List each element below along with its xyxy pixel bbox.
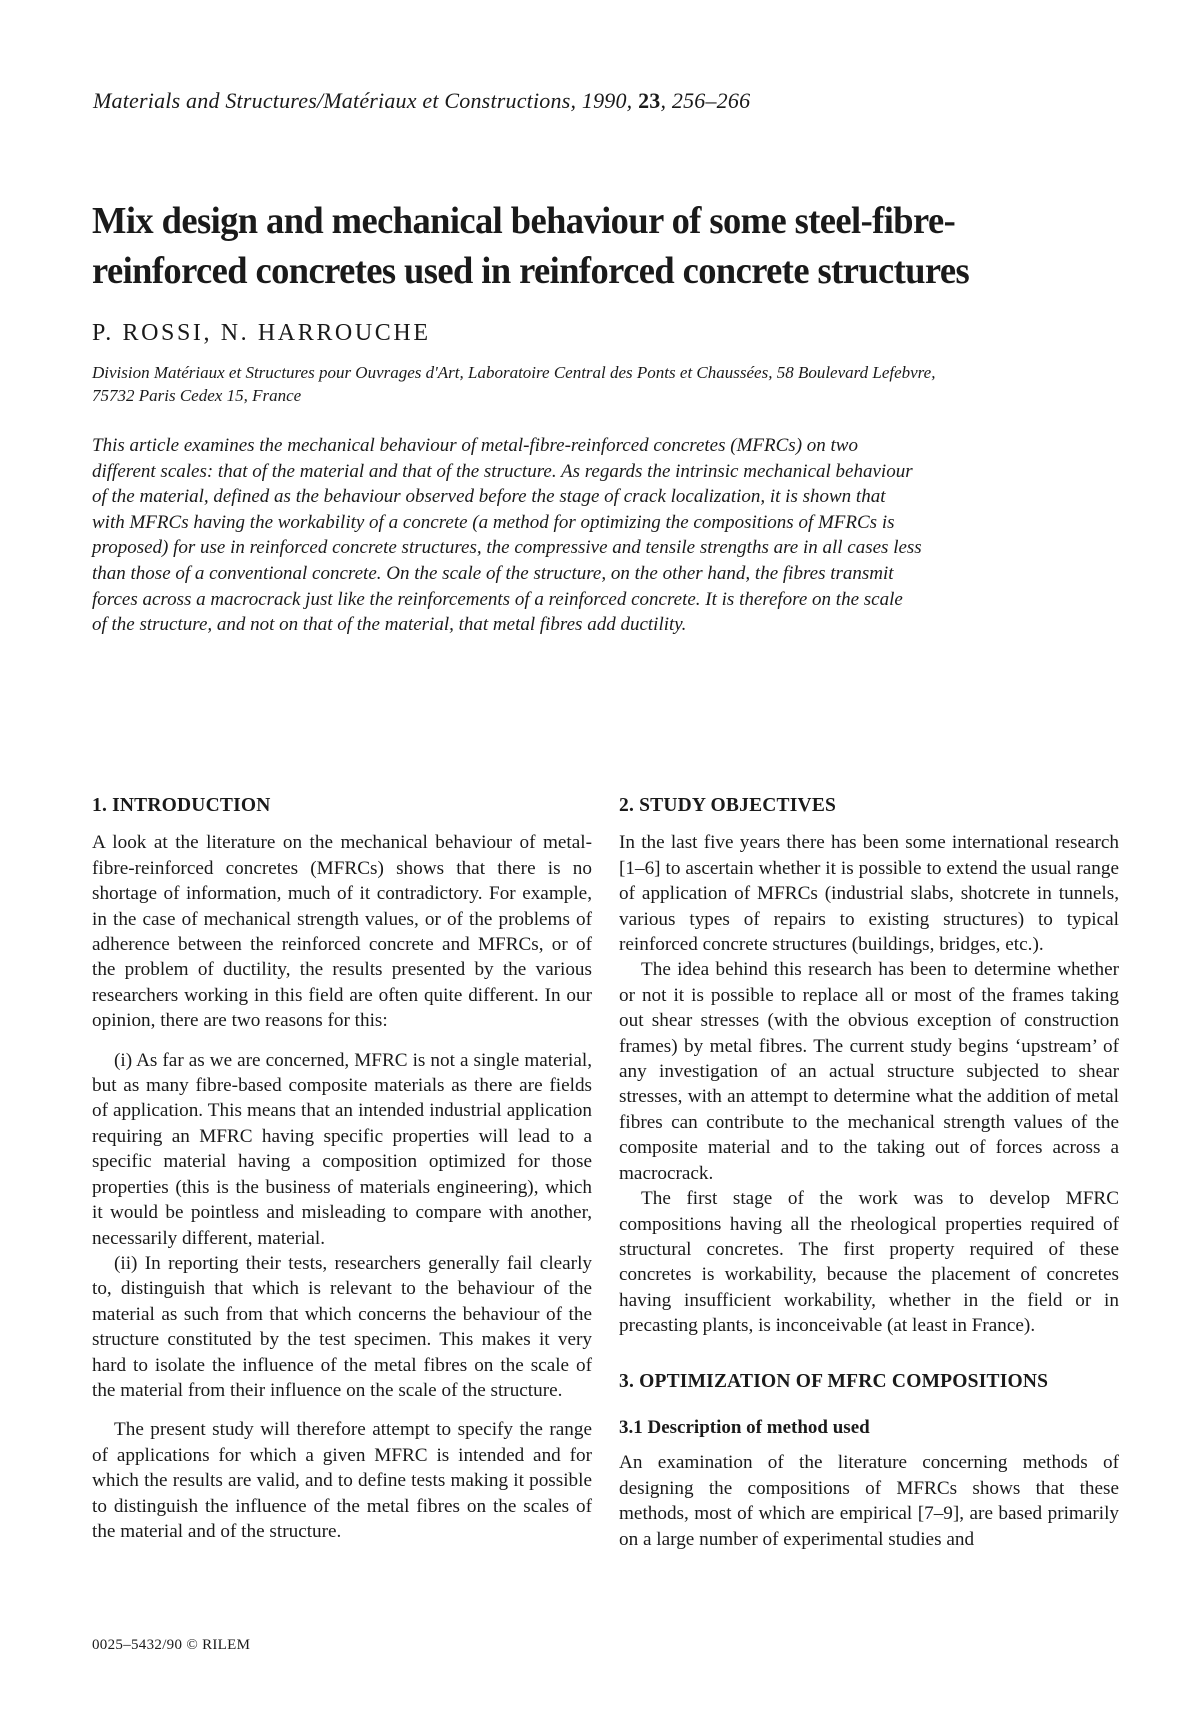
journal-name: Materials and Structures/Matériaux et Constructions bbox=[93, 88, 571, 113]
section-heading-objectives: 2. STUDY OBJECTIVES bbox=[619, 795, 837, 816]
section-heading-optimization: 3. OPTIMIZATION OF MFRC COMPOSITIONS bbox=[619, 1370, 1049, 1392]
subsection-heading: 3.1 Description of method used bbox=[619, 1416, 870, 1438]
paper-title: Mix design and mechanical behaviour of some steel-fibre-reinforced concretes used in reinforced concrete structures bbox=[92, 200, 970, 292]
list-item: (i) As far as we are concerned, MFRC is not a single material, but as many fibre-based composite materials as there are fields of application. This means that an intended industrial application requiring an MFRC having specific properties will lead to a specific material having a composition optimized for those properties (this is the business of materials engineering), which it would be pointless and misleading to compare with another, necessarily different, material. bbox=[92, 1049, 592, 1249]
paragraph: In the last five years there has been some international research [1–6] to ascertain whether it is possible to extend the usual range of application of MFRCs (industrial slabs, shotcrete in tunnels, various types of repairs to existing structures) to typical reinforced concrete structures (buildings, bridges, etc.). bbox=[619, 832, 1119, 956]
paragraph: The first stage of the work was to develop MFRC compositions having all the rheological properties required of structural concretes. The first property required of these concretes is workability, because the placement of concretes having insufficient workability, whether in the field or in precasting plants, is inconceivable (at least in France). bbox=[619, 1188, 1119, 1337]
left-column bbox=[92, 793, 592, 1544]
journal-volume: 23 bbox=[638, 88, 661, 113]
paragraph: The present study will therefore attempt to specify the range of applications for which a given MFRC is intended and for which the results are valid, and to define tests making it possible to distinguish the influence of the metal fibres on the scales of the material and of the structure. bbox=[92, 1419, 592, 1542]
section-heading-introduction: 1. INTRODUCTION bbox=[92, 795, 271, 816]
list-item: (ii) In reporting their tests, researchers generally fail clearly to, distinguish that which is relevant to the behaviour of the material as such from that which concerns the behaviour of the structure constituted by the test specimen. This makes it very hard to isolate the influence of the metal fibres on the scale of the material from their influence on the scale of the structure. bbox=[92, 1252, 592, 1401]
paragraph: The idea behind this research has been to determine whether or not it is possible to replace all or most of the frames taking out shear stresses (with the obvious exception of construction frames) by metal fibres. The current study begins ‘upstream’ of any investigation of an actual structure subjected to shear stresses, with an attempt to determine what the addition of metal fibres can contribute to the mechanical strength values of the composite material and to the taking out of forces across a macrocrack. bbox=[619, 959, 1119, 1184]
right-column bbox=[619, 793, 1119, 1552]
affiliation: Division Matériaux et Structures pour Ouvrages d'Art, Laboratoire Central des Ponts et Chaussées, 58 Boulevard Lefebvre, 75732 Paris Cedex 15, France bbox=[92, 363, 936, 405]
paragraph: A look at the literature on the mechanical behaviour of metal-fibre-reinforced concretes (MFRCs) shows that there is no shortage of information, much of it contradictory. For example, in the case of mechanical strength values, or of the problems of adherence between the reinforced concrete and MFRCs, or of the problem of ductility, the results presented by the various researchers working in this field are often quite different. In our opinion, there are two reasons for this: bbox=[92, 832, 592, 1032]
journal-pages: , 256–266 bbox=[660, 88, 751, 113]
authors: P. ROSSI, N. HARROUCHE bbox=[92, 320, 431, 346]
journal-year: , 1990, bbox=[570, 88, 639, 113]
copyright-footer: 0025–5432/90 © RILEM bbox=[92, 1637, 251, 1653]
abstract: This article examines the mechanical behaviour of metal-fibre-reinforced concretes (MFRCs) on two different scales: that of the material and that of the structure. As regards the intrinsic mechanical behaviour of the material, defined as the behaviour observed before the stage of crack localization, it is shown that with MFRCs having the workability of a concrete (a method for optimizing the compositions of MFRCs is proposed) for use in reinforced concrete structures, the compressive and tensile strengths are in all cases less than those of a conventional concrete. On the scale of the structure, on the other hand, the fibres transmit forces across a macrocrack just like the reinforcements of a reinforced concrete. It is therefore on the scale of the structure, and not on that of the material, that metal fibres add ductility. bbox=[92, 435, 922, 636]
paragraph: An examination of the literature concerning methods of designing the compositions of MFRCs shows that these methods, most of which are empirical [7–9], are based primarily on a large number of experimental studies and bbox=[619, 1452, 1119, 1550]
journal-citation bbox=[93, 88, 750, 114]
